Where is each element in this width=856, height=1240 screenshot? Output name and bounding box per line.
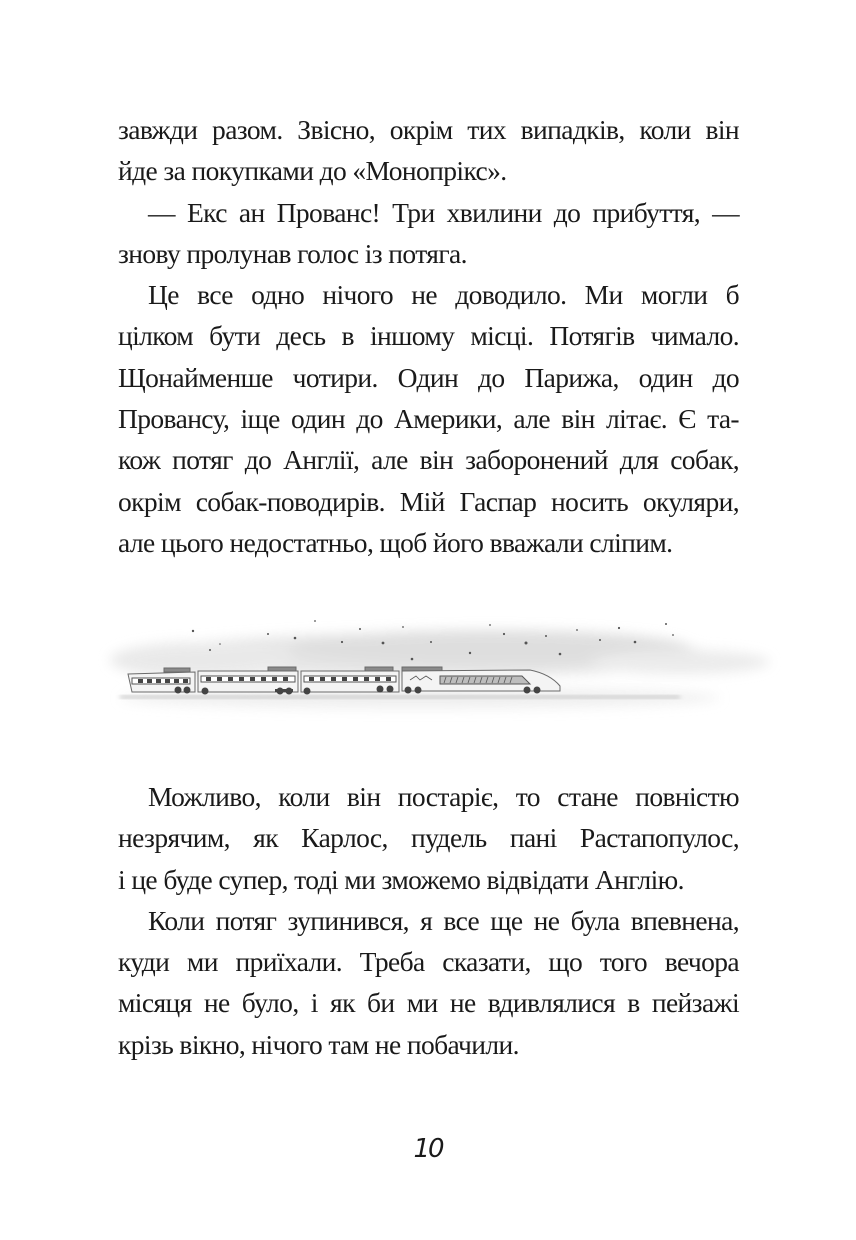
train-illustration <box>60 600 800 730</box>
text-line: Щонайменше чотири. Один до Парижа, один до <box>118 361 739 393</box>
text-line: йде за покупками до «Монопрікс». <box>118 155 507 187</box>
text-block-top <box>118 109 739 563</box>
text-line: цілком бути десь в іншому місці. Потягів чимало. <box>118 320 739 352</box>
text-line: кож потяг до Англії, але він заборонений для собак, <box>118 444 739 476</box>
text-line: — Екс ан Прованс! Три хвилини до прибуття, — <box>148 196 739 228</box>
text-line: але цього недостатньо, щоб його вважали сліпим. <box>118 526 673 558</box>
text-line: крізь вікно, нічого там не побачили. <box>118 1028 519 1060</box>
text-line: Це все одно нічого не доводило. Ми могли б <box>148 279 739 311</box>
text-line: куди ми приїхали. Треба сказати, що того вечора <box>118 946 739 978</box>
text-block-bottom <box>118 776 739 1065</box>
text-line: і це буде супер, тоді ми зможемо відвідати Англію. <box>118 863 684 895</box>
text-line: Можливо, коли він постаріє, то стане повністю <box>148 781 739 812</box>
text-line: Коли потяг зупинився, я все ще не була впевнена, <box>148 904 739 936</box>
text-line: знову пролунав голос із потяга. <box>118 237 467 269</box>
text-line: Провансу, іще один до Америки, але він літає. Є та- <box>118 403 739 435</box>
train-icon <box>60 600 800 730</box>
text-line: незрячим, як Карлос, пудель пані Растапопулос, <box>118 822 739 854</box>
page-number: 10 <box>413 1134 443 1164</box>
paragraph <box>118 109 739 192</box>
text-line: місяця не було, і як би ми не вдивлялися в пейзажі <box>118 987 739 1019</box>
paragraph <box>118 776 739 900</box>
paragraph <box>118 900 739 1065</box>
paragraph <box>118 274 739 563</box>
text-line: окрім собак-поводирів. Мій Гаспар носить окуляри, <box>118 485 739 517</box>
paragraph <box>118 192 739 275</box>
text-line: завжди разом. Звісно, окрім тих випадків, коли він <box>118 114 739 145</box>
